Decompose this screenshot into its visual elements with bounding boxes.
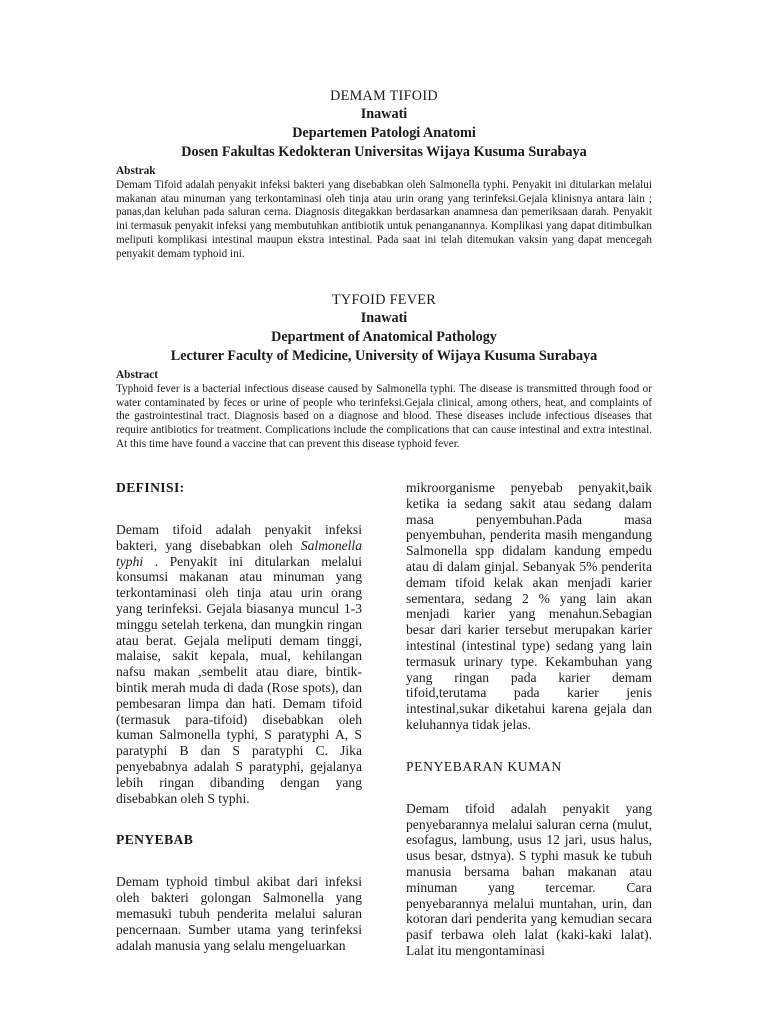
- definisi-paragraph: [116, 522, 362, 806]
- section-heading-penyebaran: PENYEBARAN KUMAN: [406, 758, 562, 774]
- paper-title-en: TYFOID FEVER: [331, 292, 437, 308]
- title-block-en: [0, 292, 768, 366]
- organism-name: Salmonella typhi: [116, 537, 362, 569]
- abstract-text-id: Demam Tifoid adalah penyakit infeksi bakteri yang disebabkan oleh Salmonella typhi. Penyakit ini ditularkan melalui makanan atau minuman yang terkontaminasi oleh tinja atau urin orang yang terinfeksi.Gejala klinisnya antara lain ; panas,dan keluhan pada saluran cerna. Diagnosis ditegakkan berdasarkan anamnesa dan pemeriksaan darah. Penyakit ini termasuk penyakit infeksi yang membutuhkan antibiotik untuk penanganannya. Komplikasi yang dapat ditimbulkan meliputi komplikasi intestinal maupun ekstra intestinal. Pada saat ini telah ditemukan vaksin yang dapat mencegah penyakit demam typhoid ini.: [116, 179, 652, 260]
- abstract-label-id: Abstrak: [116, 165, 156, 177]
- author-id: Inawati: [360, 106, 408, 122]
- department-en: Department of Anatomical Pathology: [271, 329, 497, 345]
- title-block-id: [0, 88, 768, 162]
- author-en: Inawati: [360, 310, 408, 326]
- definisi-text-start: Demam tifoid adalah penyakit infeksi bakteri, yang disebabkan oleh: [116, 522, 362, 553]
- affiliation-id: Dosen Fakultas Kedokteran Universitas Wijaya Kusuma Surabaya: [181, 144, 587, 160]
- definisi-text-rest: . Penyakit ini ditularkan melalui konsumsi makanan atau minuman yang terkontaminasi oleh tinja atau urin orang yang terinfeksi. Gejala biasanya muncul 1-3 minggu setelah terkena, dan mungkin ringan atau berat. Gejala meliputi demam tinggi, malaise, sakit kepala, mual, kehilangan nafsu makan ,sembelit atau diare, bintik-bintik merah muda di dada (Rose spots), dan pembesaran limpa dan hati. Demam tifoid (termasuk para-tifoid) disebabkan oleh kuman Salmonella typhi, S paratyphi A, S paratyphi B dan S paratyphi C. Jika penyebabnya adalah S paratyphi, gejalanya lebih ringan dibanding dengan yang disebabkan oleh S typhi.: [116, 553, 362, 806]
- section-heading-penyebab: PENYEBAB: [116, 832, 194, 848]
- section-heading-definisi: DEFINISI:: [116, 480, 185, 495]
- department-id: Departemen Patologi Anatomi: [292, 125, 476, 141]
- penyebab-paragraph: Demam typhoid timbul akibat dari infeksi oleh bakteri golongan Salmonella yang memasuki tubuh penderita melalui saluran pencernaan. Sumber utama yang terinfeksi adalah manusia yang selalu mengeluarkan: [116, 874, 362, 953]
- penyebaran-paragraph: Demam tifoid adalah penyakit yang penyebarannya melalui saluran cerna (mulut, esofagus, lambung, usus 12 jari, usus halus, usus besar, dstnya). S typhi masuk ke tubuh manusia bersama bahan makanan atau minuman yang tercemar. Cara penyebarannya melalui muntahan, urin, dan kotoran dari penderita yang kemudian secara pasif terbawa oleh lalat (kaki-kaki lalat). Lalat itu mengontaminasi: [406, 800, 652, 958]
- right-column: [406, 480, 652, 959]
- affiliation-en: Lecturer Faculty of Medicine, University of Wijaya Kusuma Surabaya: [170, 348, 598, 364]
- continued-paragraph: mikroorganisme penyebab penyakit,baik ketika ia sedang sakit atau sedang dalam masa penyembuhan.Pada masa penyembuhan, penderita masih mengandung Salmonella spp didalam kandung empedu atau di dalam ginjal. Sebanyak 5% penderita demam tifoid kelak akan menjadi karier sementara, sedang 2 % yang lain akan menjadi karier yang menahun.Sebagian besar dari karier tersebut merupakan karier intestinal (intestinal type) sedang yang lain termasuk urinary type. Kekambuhan yang yang ringan pada karier demam tifoid,terutama pada karier jenis intestinal,sukar diketahui karena gejala dan keluhannya tidak jelas.: [406, 480, 652, 732]
- abstract-label-en: Abstract: [116, 369, 159, 381]
- abstract-text-en: Typhoid fever is a bacterial infectious disease caused by Salmonella typhi. The disease is transmitted through food or water contaminated by feces or urine of people who terinfeksi.Gejala clinical, among others, heat, and complaints of the gastrointestinal tract. Diagnosis based on a diagnose and blood. These diseases include infectious diseases that require antibiotics for treatment. Complications include the complications that can cause intestinal and extra intestinal. At this time have found a vaccine that can prevent this disease typhoid fever.: [116, 383, 652, 450]
- paper-title-id: DEMAM TIFOID: [330, 88, 438, 104]
- left-column: [116, 480, 362, 953]
